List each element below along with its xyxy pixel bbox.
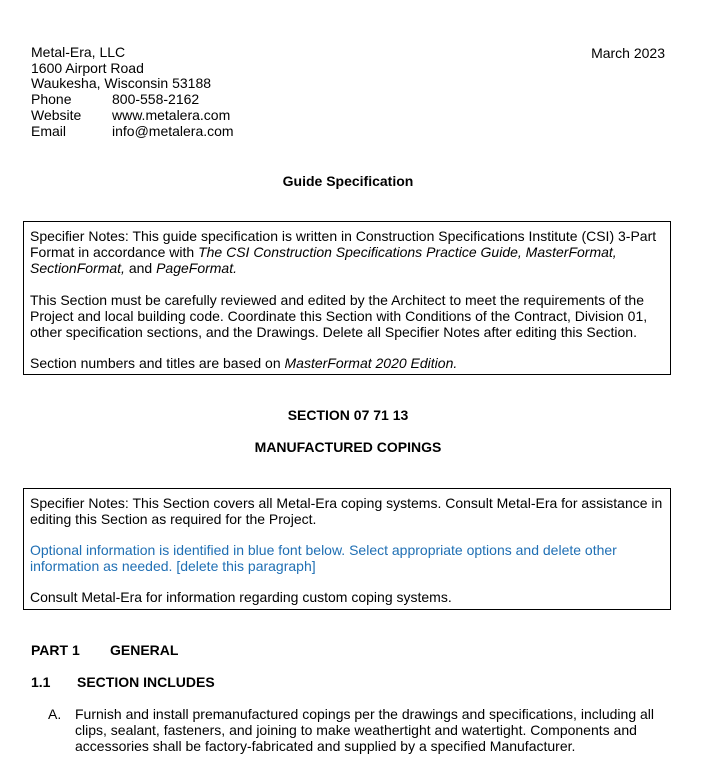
note-paragraph (30, 355, 664, 371)
company-name-line (31, 45, 234, 61)
note-text: Section numbers and titles are based on (30, 355, 285, 371)
document-title: Guide Specification (282, 173, 414, 189)
contact-label: Phone (31, 91, 72, 108)
note-italic-text: PageFormat. (156, 260, 238, 276)
section-title: MANUFACTURED COPINGS (254, 439, 442, 455)
note-paragraph (30, 292, 664, 340)
street: 1600 Airport Road (31, 59, 144, 76)
note-text: Consult Metal-Era for information regarding custom coping systems. (30, 589, 452, 605)
article-heading (31, 674, 215, 690)
contact-value: info@metalera.com (112, 122, 234, 139)
paragraph-text: clips, sealant, fasteners, and joining to make weathertight and watertight. Components and (75, 722, 637, 738)
note-paragraph (30, 228, 664, 276)
note-text: other specification sections, and the Drawings. Delete all Specifier Notes after editing this Section. (30, 324, 637, 340)
section-number: SECTION 07 71 13 (287, 407, 409, 423)
optional-info-paragraph (30, 542, 664, 574)
note-italic-text: MasterFormat 2020 Edition. (284, 355, 458, 371)
note-italic-text: SectionFormat, (30, 260, 125, 276)
note-text: editing this Section as required for the Project. (30, 511, 317, 527)
note-text: Format in accordance with (30, 244, 199, 260)
note-text: and (124, 260, 157, 276)
paragraph-letter: A. (48, 706, 62, 722)
company-name: Metal-Era, LLC (31, 44, 126, 60)
contact-phone (31, 92, 234, 108)
contact-label: Email (31, 122, 67, 139)
optional-text: Optional information is identified in blue font below. Select appropriate options and delete other (30, 542, 617, 558)
part-number: PART 1 (31, 642, 80, 658)
paragraph-text: accessories shall be factory-fabricated and supplied by a specified Manufacturer. (75, 738, 576, 754)
part-heading (31, 642, 179, 658)
note-paragraph (30, 589, 664, 605)
document-date: March 2023 (591, 45, 665, 61)
contact-label: Website (31, 106, 82, 123)
part-title: GENERAL (110, 642, 179, 658)
street-line (31, 61, 234, 77)
contact-website (31, 108, 234, 124)
specifier-notes-box-2 (23, 488, 671, 610)
note-text: Project and local building code. Coordinate this Section with Conditions of the Contract, Division 01, (30, 308, 648, 324)
article-title: SECTION INCLUDES (77, 674, 215, 690)
note-text: This Section must be carefully reviewed and edited by the Architect to meet the requirements of the (30, 292, 644, 308)
optional-text: information as needed. [delete this paragraph] (30, 558, 316, 574)
paragraph-text: Furnish and install premanufactured copings per the drawings and specifications, including all (75, 706, 654, 722)
city-line (31, 76, 234, 92)
specifier-notes-box (23, 221, 671, 375)
contact-value: www.metalera.com (112, 106, 231, 123)
note-italic-text: The CSI Construction Specifications Practice Guide, MasterFormat, (198, 244, 617, 260)
note-paragraph (30, 495, 664, 527)
contact-email (31, 124, 234, 140)
note-text: Specifier Notes: This guide specification is written in Construction Specifications Institute (CSI) 3-Part (30, 228, 657, 244)
contact-value: 800-558-2162 (112, 91, 200, 108)
city: Waukesha, Wisconsin 53188 (31, 75, 212, 92)
paragraph-a (75, 706, 675, 754)
company-address (31, 45, 234, 139)
article-number: 1.1 (31, 674, 51, 690)
note-text: Specifier Notes: This Section covers all Metal-Era coping systems. Consult Metal-Era for assistance in (30, 495, 663, 511)
